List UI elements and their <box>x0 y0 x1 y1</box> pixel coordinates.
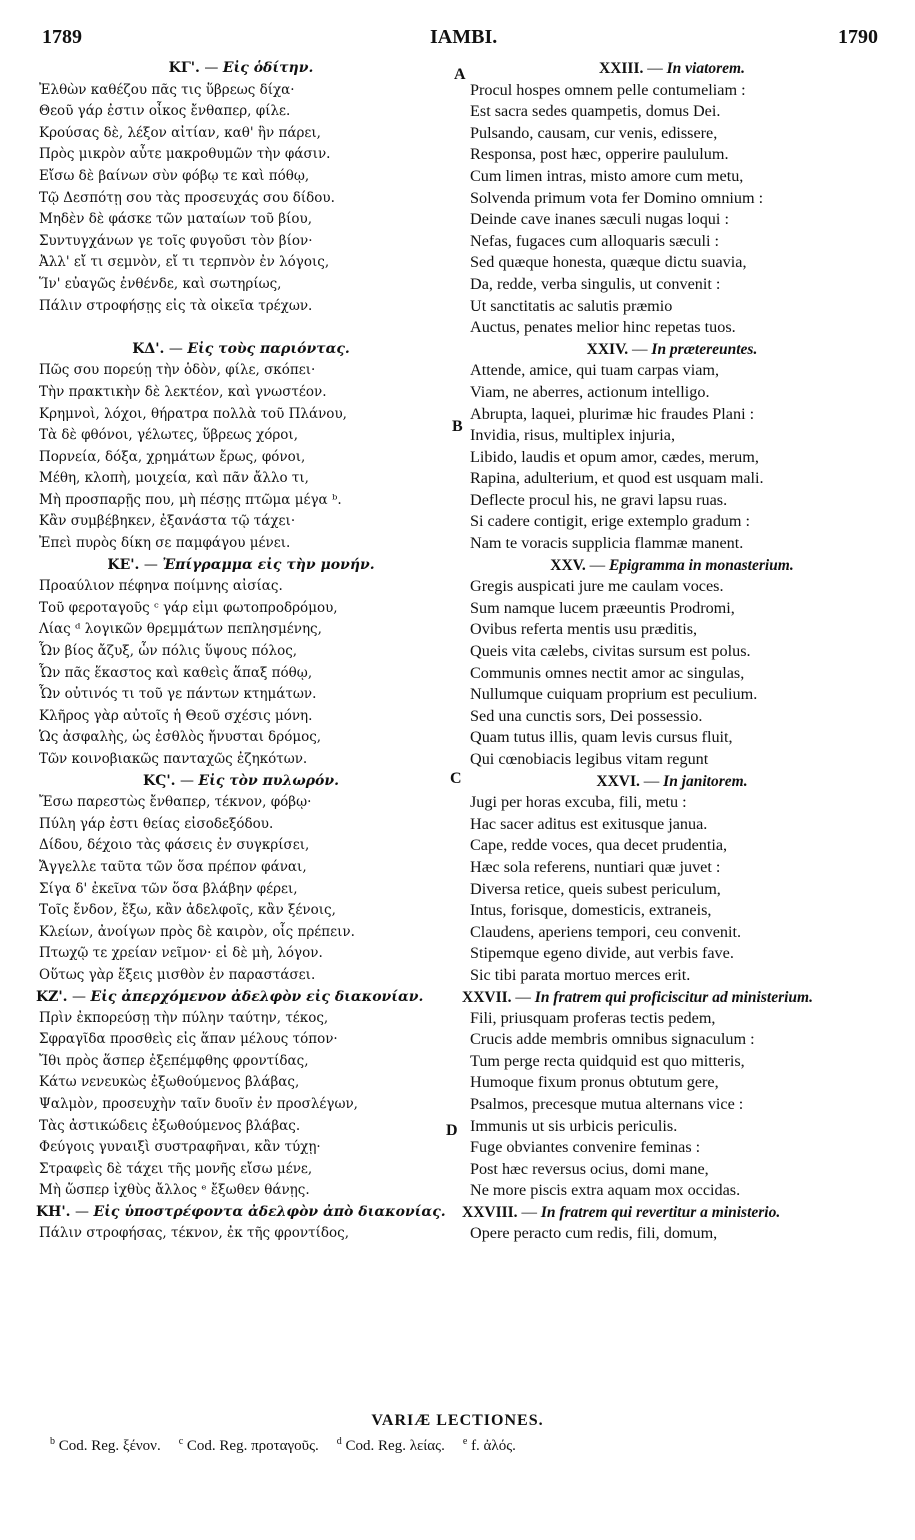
verse-line: Communis omnes nectit amor ac singulas, <box>470 663 745 682</box>
section-heading <box>462 1202 882 1223</box>
margin-letter-b: B <box>452 418 463 435</box>
verse-line: Ut sanctitatis ac salutis præmio <box>470 296 673 315</box>
verse-line: Ὧν οὐτινός τι τοῦ γε πάντων κτημάτων. <box>39 686 317 703</box>
verse-line: Viam, ne aberres, actionum intelligo. <box>470 382 710 401</box>
section-heading <box>36 58 446 80</box>
verse-line: Ὡς ἀσφαλὴς, ὡς ἐσθλὸς ἤνυσται δρόμος, <box>39 729 322 746</box>
section-number: ΚϚ'. <box>143 772 176 789</box>
verse-line: Invidia, risus, multiplex injuria, <box>470 426 676 445</box>
verse-line: Οὕτως γὰρ ἕξεις μισθὸν ἐν παραστάσει. <box>39 966 316 983</box>
verse-line: Nullumque cuiquam proprium est peculium. <box>470 685 758 704</box>
verse-line: Μηδὲν δὲ φάσκε τῶν ματαίων τοῦ βίου, <box>39 211 313 228</box>
variae-lectiones-notes <box>50 1436 880 1455</box>
verse-line: Πρὸς μικρὸν αὖτε μακροθυμῶν τὴν φάσιν. <box>39 146 331 163</box>
verse-line: Qui cœnobiacis legibus vitam regunt <box>470 750 709 768</box>
verse-line: Post hæc reversus ocius, domi mane, <box>470 1159 709 1178</box>
section-title: Ἐπίγραμμα εἰς τὴν μονήν. <box>162 556 375 573</box>
section-dash: — <box>143 556 158 573</box>
section-heading <box>462 58 882 80</box>
section-dash: — <box>632 340 648 358</box>
section-number: ΚΓ'. <box>168 60 200 76</box>
section-dash: — <box>643 772 660 790</box>
verse-line: Λίας ᵈ λογικῶν θρεμμάτων πεπλησμένης, <box>39 621 322 638</box>
section-dash: — <box>179 772 194 789</box>
verse-line: Nefas, fugaces cum alloquaris sæculi : <box>470 231 720 250</box>
verse-line: Ne more piscis extra aquam mox occidas. <box>470 1181 741 1200</box>
section-heading <box>462 339 882 361</box>
section-title: In fratrem qui proficiscitur ad ministerium. <box>534 988 813 1006</box>
verse-line: Ovibus referta mentis usu præditis, <box>470 620 698 639</box>
verse-line: Κλείων, ἀνοίγων πρὸς δὲ καιρὸν, οἷς πρέπειν. <box>39 923 355 940</box>
verse-line: Libido, laudis et opum amor, cædes, merum, <box>470 447 759 466</box>
section-number: XXIV. <box>586 340 629 358</box>
section-title: Εἰς ὁδίτην. <box>222 60 314 76</box>
verse-line: Δίδου, δέχοιο τὰς φάσεις ἐν συγκρίσει, <box>39 837 310 854</box>
section-heading <box>36 987 446 1008</box>
section-heading <box>36 771 446 793</box>
note-text: Cod. Reg. ξένον. <box>58 1438 161 1454</box>
verse-line: Ἐλθὼν καθέζου πᾶς τις ὕβρεως δίχα· <box>39 81 295 98</box>
variant-note <box>179 1438 319 1454</box>
verse-line: Τοῦ φεροταγοῦς ᶜ γάρ εἰμι φωτοπροδρόμου, <box>39 599 338 616</box>
verse-line: Cum limen intras, misto amore cum metu, <box>470 166 744 185</box>
note-text: Cod. Reg. λείας. <box>345 1438 445 1454</box>
section-title: Εἰς τοὺς παριόντας. <box>187 340 350 357</box>
verse-line: Κρούσας δὲ, λέξον αἰτίαν, καθ' ἣν πάρει, <box>39 124 321 141</box>
section-dash: — <box>521 1203 537 1221</box>
verse-line: Κρημνοὶ, λόχοι, θήρατρα πολλὰ τοῦ Πλάνου, <box>39 405 347 422</box>
verse-line: Sic tibi parata mortuo merces erit. <box>470 965 691 984</box>
section-heading <box>462 987 882 1008</box>
verse-line: Σφραγῖδα προσθεὶς εἰς ἅπαν μέλους τόπον· <box>39 1031 338 1048</box>
section-dash: — <box>204 60 219 76</box>
section-dash: — <box>589 556 606 574</box>
note-text: f. ἀλός. <box>471 1438 516 1454</box>
verse-line: Jugi per horas excuba, fili, metu : <box>470 793 687 812</box>
verse-line: Tum perge recta quidquid est quo mitteris, <box>470 1051 745 1070</box>
verse-line: Τῷ Δεσπότῃ σου τὰς προσευχάς σου δίδου. <box>39 189 335 206</box>
section-number: XXIII. <box>599 60 644 77</box>
verse-line: Pulsando, causam, cur venis, edissere, <box>470 123 718 142</box>
section-dash: — <box>647 60 663 77</box>
section-number: XXVI. <box>596 772 640 790</box>
page-number-right: 1790 <box>838 26 878 48</box>
verse-line: Solvenda primum vota fer Domino omnium : <box>470 188 764 207</box>
verse-line: Auctus, penates melior hinc repetas tuos. <box>470 318 736 337</box>
verse-line: Κἂν συμβέβηκεν, ἐξανάστα τῷ τάχει· <box>39 513 296 530</box>
verse-line: Ἴθι πρὸς ἅσπερ ἐξεπέμφθης φροντίδας, <box>39 1052 309 1069</box>
section-number: ΚΔ'. <box>132 340 165 357</box>
section-heading <box>462 771 882 793</box>
verse-line: Τὰ δὲ φθόνοι, γέλωτες, ὕβρεως χόροι, <box>39 427 298 444</box>
verse-line: Πορνεία, δόξα, χρημάτων ἔρως, φόνοι, <box>39 448 306 465</box>
section-number: XXVIII. <box>462 1203 518 1221</box>
section-number: XXV. <box>550 556 586 574</box>
verse-line: Φεύγοις γυναιξὶ συστραφῆναι, κἂν τύχῃ· <box>39 1139 321 1156</box>
section-title: Epigramma in monasterium. <box>608 556 794 574</box>
verse-line: Κάτω νενευκὼς ἐξωθούμενος βλάβας, <box>39 1074 300 1091</box>
verse-line: Fili, priusquam proferas tectis pedem, <box>470 1008 716 1027</box>
section-dash: — <box>75 1203 90 1220</box>
verse-line: Deflecte procul his, ne gravi lapsu ruas. <box>470 490 728 509</box>
variae-lectiones-heading: VARIÆ LECTIONES. <box>371 1412 544 1429</box>
verse-line: Deinde cave inanes sæculi nugas loqui : <box>470 210 729 229</box>
verse-line: Stipemque egeno divide, aut verbis fave. <box>470 944 734 963</box>
note-mark: b <box>50 1436 55 1447</box>
verse-line: Πάλιν στροφήσῃς εἰς τὰ οἰκεῖα τρέχων. <box>39 297 313 314</box>
verse-line: Crucis adde membris omnibus signaculum : <box>470 1030 755 1049</box>
verse-line: Ἔσω παρεστὼς ἔνθαπερ, τέκνον, φόβῳ· <box>39 794 312 811</box>
verse-line: Sed una cunctis sors, Dei possessio. <box>470 706 703 725</box>
section-heading <box>36 339 446 361</box>
verse-line: Ὧν βίος ἄζυξ, ὧν πόλις ὕψους πόλος, <box>39 643 298 660</box>
verse-line: Σίγα δ' ἐκεῖνα τῶν ὅσα βλάβην φέρει, <box>39 880 298 897</box>
variant-note <box>50 1438 161 1454</box>
verse-line: Abrupta, laquei, plurimæ hic fraudes Plani : <box>470 404 755 423</box>
margin-letter-a: A <box>454 66 466 83</box>
variant-note <box>337 1438 445 1454</box>
verse-line: Τοῖς ἔνδον, ἔξω, κἂν ἀδελφοῖς, κἂν ξένοις, <box>39 902 336 919</box>
verse-line: Ἀλλ' εἴ τι σεμνὸν, εἴ τι τερπνὸν ἐν λόγοις, <box>39 254 330 271</box>
latin-column <box>462 58 882 1244</box>
verse-line: Μὴ ὥσπερ ἰχθὺς ἄλλος ᵉ ἔξωθεν θάνῃς. <box>39 1182 310 1199</box>
verse-line: Sed quæque honesta, quæque dictu suavia, <box>470 253 747 272</box>
verse-line: Στραφεὶς δὲ τάχει τῆς μονῆς εἴσω μένε, <box>39 1160 313 1177</box>
verse-line: Πύλη γάρ ἐστι θείας εἰσοδεξόδου. <box>39 815 274 832</box>
note-text: Cod. Reg. προταγοῦς. <box>186 1438 319 1454</box>
verse-line: Θεοῦ γάρ ἐστιν οἶκος ἔνθαπερ, φίλε. <box>39 103 291 120</box>
verse-line: Immunis ut sis urbicis periculis. <box>470 1116 678 1135</box>
greek-column <box>36 58 446 1244</box>
verse-line: Ψαλμὸν, προσευχὴν ταῖν δυοῖν ἐν προσλέγων, <box>39 1095 358 1112</box>
section-number: ΚΖ'. <box>36 988 68 1005</box>
verse-line: Cape, redde voces, qua decet prudentia, <box>470 836 728 855</box>
verse-line: Attende, amice, qui tuam carpas viam, <box>470 361 720 380</box>
verse-line: Ὧν πᾶς ἕκαστος καὶ καθεὶς ἅπαξ πόθῳ, <box>39 664 313 681</box>
verse-line: Τὰς ἀστικώδεις ἐξωθούμενος βλάβας. <box>39 1117 301 1134</box>
note-mark: c <box>178 1436 184 1447</box>
verse-line: Τὴν πρακτικὴν δὲ λεκτέον, καὶ γνωστέον. <box>39 383 327 400</box>
verse-line: Hac sacer aditus est exitusque janua. <box>470 814 708 833</box>
margin-letter-c: C <box>450 770 462 787</box>
section-number: ΚΕ'. <box>107 556 140 573</box>
section-heading <box>36 555 446 577</box>
verse-line: Sum namque lucem præeuntis Prodromi, <box>470 598 735 617</box>
verse-line: Queis vita cælebs, civitas sursum est polus. <box>470 642 751 661</box>
verse-line: Psalmos, precesque mutua alternans vice : <box>470 1094 744 1113</box>
section-dash: — <box>72 988 87 1005</box>
verse-line: Procul hospes omnem pelle contumeliam : <box>470 80 746 99</box>
verse-line: Ἵν' εὐαγῶς ἐνθένδε, καὶ σωτηρίως, <box>39 275 282 292</box>
verse-line: Diversa retice, queis subest periculum, <box>470 879 721 898</box>
section-heading <box>462 555 882 577</box>
note-mark: e <box>462 1436 468 1447</box>
verse-line: Κλῆρος γὰρ αὐτοῖς ἡ Θεοῦ σχέσις μόνη. <box>39 707 313 724</box>
verse-line: Gregis auspicati jure me caulam voces. <box>470 577 724 596</box>
verse-line: Claudens, aperiens tempori, ceu convenit. <box>470 922 742 941</box>
section-dash: — <box>168 340 183 357</box>
verse-line: Humoque fixum pronus obtutum gere, <box>470 1073 719 1092</box>
section-title: In fratrem qui revertitur a ministerio. <box>540 1203 781 1221</box>
variant-note <box>463 1438 516 1454</box>
section-title: Εἰς ἀπερχόμενον ἀδελφὸν εἰς διακονίαν. <box>90 988 424 1005</box>
verse-line: Τῶν κοινοβιακῶς πανταχῶς ἐζηκότων. <box>39 751 308 767</box>
verse-line: Πῶς σου πορεύῃ τὴν ὁδὸν, φίλε, σκόπει· <box>39 362 316 379</box>
verse-line: Nam te voracis supplicia flammæ manent. <box>470 534 744 553</box>
verse-line: Si cadere contigit, erige extemplo gradum : <box>470 512 751 531</box>
section-dash: — <box>515 988 531 1006</box>
verse-line: Rapina, adulterium, et quod est usquam mali. <box>470 469 764 488</box>
section-title: In viatorem. <box>666 60 745 77</box>
verse-line: Quam tutus illis, quam levis cursus fluit, <box>470 728 733 747</box>
verse-line: Προαύλιον πέφηνα ποίμνης αἰσίας. <box>39 578 283 595</box>
section-number: XXVII. <box>462 988 512 1006</box>
verse-line: Πρὶν ἐκπορεύσῃ τὴν πύλην ταύτην, τέκος, <box>39 1009 329 1026</box>
section-number: ΚΗ'. <box>36 1203 71 1220</box>
note-mark: d <box>336 1436 342 1447</box>
verse-line: Da, redde, verba singulis, ut convenit : <box>470 274 721 293</box>
section-title: Εἰς ὑποστρέφοντα ἀδελφὸν ἀπὸ διακονίας. <box>93 1203 446 1220</box>
verse-line: Πάλιν στροφήσας, τέκνον, ἐκ τῆς φροντίδος, <box>39 1224 349 1241</box>
margin-letter-d: D <box>446 1122 458 1139</box>
page-number-left: 1789 <box>42 26 82 48</box>
verse-line: Responsa, post hæc, opperire paululum. <box>470 145 729 164</box>
section-title: Εἰς τὸν πυλωρόν. <box>198 772 339 789</box>
section-title: In prætereuntes. <box>651 340 758 358</box>
section-heading <box>36 1202 446 1223</box>
verse-line: Μὴ προσπαρῇς που, μὴ πέσῃς πτῶμα μέγα ᵇ. <box>39 491 342 508</box>
verse-line: Ἄγγελλε ταῦτα τῶν ὅσα πρέπον φάναι, <box>39 858 307 875</box>
verse-line: Fuge obviantes convenire feminas : <box>470 1138 701 1157</box>
verse-line: Opere peracto cum redis, fili, domum, <box>470 1223 718 1242</box>
verse-line: Ἐπεὶ πυρὸς δίκη σε παμφάγου μένει. <box>39 535 291 552</box>
section-spacer <box>36 317 446 339</box>
running-title: IAMBI. <box>430 26 498 48</box>
verse-line: Πτωχῷ τε χρείαν νεῖμον· εἰ δὲ μὴ, λόγον. <box>39 945 323 962</box>
verse-line: Hæc sola referens, nuntiari quæ juvet : <box>470 857 721 876</box>
verse-line: Εἴσω δὲ βαίνων σὺν φόβῳ τε καὶ πόθῳ, <box>39 167 310 184</box>
verse-line: Συντυγχάνων γε τοῖς φυγοῦσι τὸν βίον· <box>39 232 313 249</box>
verse-line: Intus, forisque, domesticis, extraneis, <box>470 901 712 920</box>
section-title: In janitorem. <box>663 772 748 790</box>
verse-line: Est sacra sedes quampetis, domus Dei. <box>470 102 721 121</box>
verse-line: Μέθη, κλοπὴ, μοιχεία, καὶ πᾶν ἄλλο τι, <box>39 470 309 487</box>
